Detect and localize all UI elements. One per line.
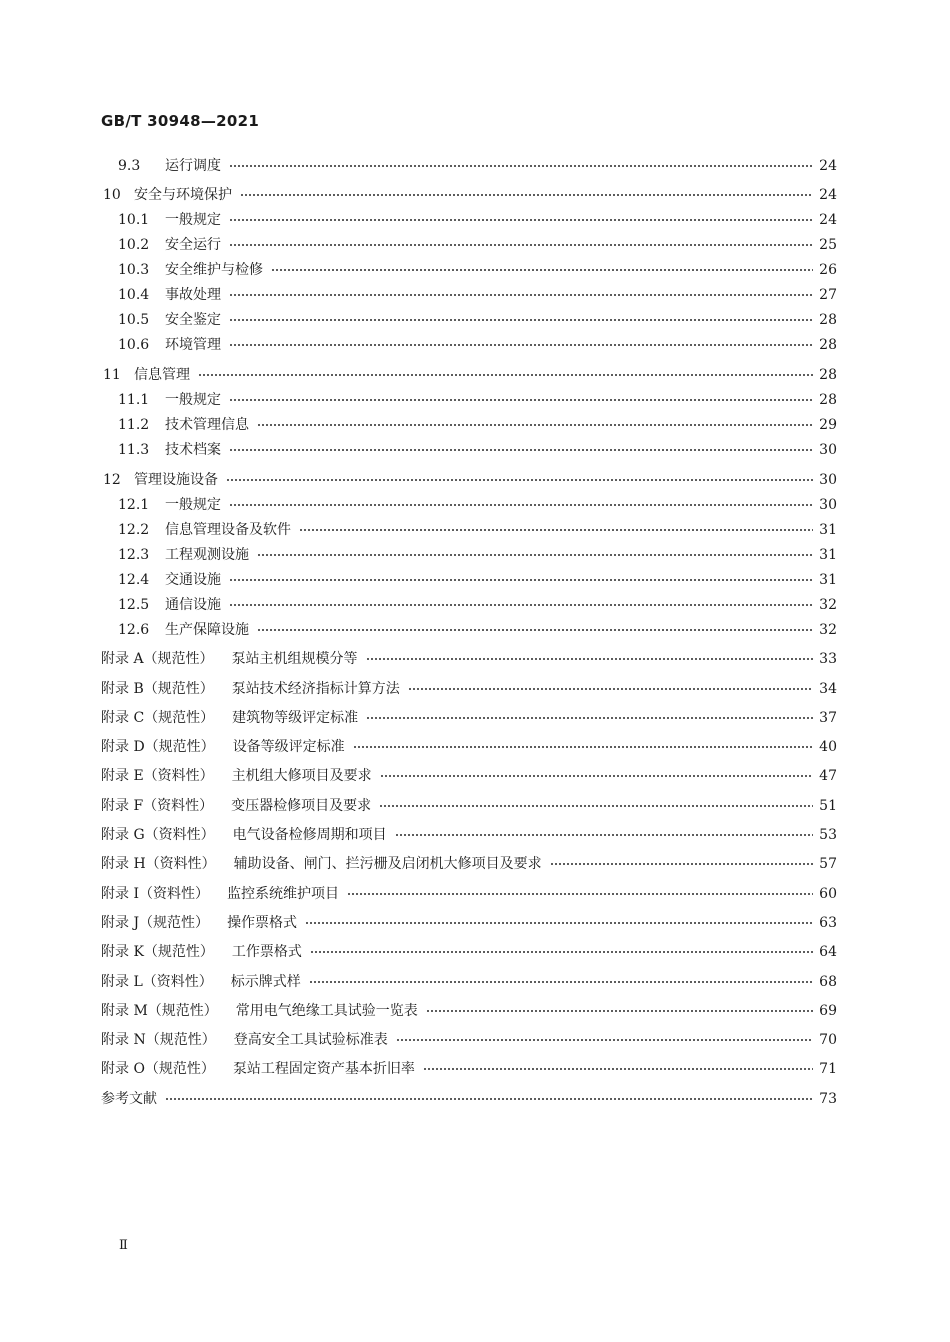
dot-leader [229,244,813,246]
toc-entry[interactable] [0,1089,950,1109]
toc-entry-title: 常用电气绝缘工具试验一览表 [235,1003,418,1019]
toc-entry-page: 53 [819,827,837,843]
toc-entry-number: 12.6 [118,622,150,638]
toc-entry-title: 泵站技术经济指标计算方法 [231,681,400,697]
toc-entry[interactable] [0,440,950,460]
toc-entry-page: 26 [819,262,837,278]
toc-entry-title: 管理设施设备 [134,472,218,488]
toc-entry-title: 生产保障设施 [165,622,249,638]
toc-entry-page: 29 [819,417,837,433]
toc-entry-number: 附录 C（规范性） [101,710,215,726]
toc-entry-title: 辅助设备、闸门、拦污栅及启闭机大修项目及要求 [233,856,542,872]
dot-leader [229,504,813,506]
toc-entry-number: 10.6 [118,337,150,353]
toc-entry[interactable] [0,1059,950,1079]
toc-entry-number: 附录 L（资料性） [101,974,213,990]
toc-entry[interactable] [0,235,950,255]
dot-leader [229,165,813,167]
toc-entry-number: 附录 B（规范性） [101,681,214,697]
toc-entry-number: 附录 K（规范性） [101,944,214,960]
dot-leader [310,951,813,953]
dot-leader [226,479,813,481]
toc-entry-title: 参考文献 [101,1091,157,1107]
toc-entry[interactable] [0,470,950,490]
toc-entry[interactable] [0,942,950,962]
toc-entry-number: 11.1 [118,392,150,408]
toc-entry-number: 附录 A（规范性） [101,651,214,667]
dot-leader [347,893,813,895]
toc-entry-page: 32 [819,597,837,613]
dot-leader [299,529,813,531]
toc-entry-title: 登高安全工具试验标准表 [233,1032,388,1048]
toc-entry-title: 操作票格式 [227,915,298,931]
toc-entry-number: 附录 N（规范性） [101,1032,216,1048]
toc-entry-number: 附录 F（资料性） [101,798,214,814]
toc-entry-title: 技术档案 [165,442,221,458]
toc-entry-page: 63 [819,915,837,931]
dot-leader [257,554,813,556]
toc-entry-number: 9.3 [118,158,141,174]
toc-entry[interactable] [0,260,950,280]
toc-entry-page: 30 [819,442,837,458]
toc-entry-number: 附录 I（资料性） [101,886,209,902]
toc-entry-title: 建筑物等级评定标准 [232,710,359,726]
toc-entry[interactable] [0,708,950,728]
toc-entry-page: 24 [819,187,837,203]
toc-entry[interactable] [0,1001,950,1021]
toc-entry-page: 71 [819,1061,837,1077]
toc-entry-title: 通信设施 [165,597,221,613]
toc-entry[interactable] [0,156,950,176]
toc-entry-title: 主机组大修项目及要求 [231,768,372,784]
toc-entry-page: 51 [819,798,837,814]
toc-entry-number: 11.3 [118,442,150,458]
toc-entry-title: 安全鉴定 [165,312,221,328]
toc-entry[interactable] [0,520,950,540]
dot-leader [229,294,813,296]
toc-entry-number: 附录 G（资料性） [101,827,215,843]
dot-leader [309,981,813,983]
toc-entry[interactable] [0,972,950,992]
toc-entry[interactable] [0,365,950,385]
toc-entry-title: 安全运行 [165,237,221,253]
toc-entry-title: 技术管理信息 [165,417,249,433]
dot-leader [550,863,813,865]
toc-entry-page: 32 [819,622,837,638]
dot-leader [198,374,813,376]
toc-entry-title: 一般规定 [165,392,221,408]
dot-leader [305,922,813,924]
dot-leader [229,604,813,606]
toc-entry-title: 一般规定 [165,212,221,228]
toc-entry-title: 安全维护与检修 [165,262,263,278]
toc-entry[interactable] [0,913,950,933]
toc-entry-number: 11 [103,367,121,383]
toc-entry[interactable] [0,796,950,816]
dot-leader [229,219,813,221]
toc-entry-number: 12 [103,472,121,488]
toc-entry-page: 28 [819,367,837,383]
toc-entry-number: 附录 M（规范性） [101,1003,218,1019]
dot-leader [229,579,813,581]
toc-entry-title: 变压器检修项目及要求 [231,798,372,814]
toc-entry-page: 40 [819,739,837,755]
toc-entry-title: 泵站主机组规模分等 [231,651,358,667]
toc-entry[interactable] [0,415,950,435]
toc-entry-title: 运行调度 [165,158,221,174]
toc-entry-page: 47 [819,768,837,784]
toc-entry-page: 60 [819,886,837,902]
dot-leader [396,1039,813,1041]
toc-entry-number: 10 [103,187,121,203]
toc-entry-page: 31 [819,547,837,563]
toc-entry-page: 68 [819,974,837,990]
toc-entry-number: 12.1 [118,497,150,513]
dot-leader [240,194,813,196]
toc-entry[interactable] [0,185,950,205]
dot-leader [395,834,813,836]
toc-entry-number: 附录 O（规范性） [101,1061,215,1077]
toc-entry-page: 27 [819,287,837,303]
dot-leader [366,658,813,660]
toc-entry-number: 12.3 [118,547,150,563]
toc-entry[interactable] [0,1030,950,1050]
toc-entry-number: 附录 J（规范性） [101,915,210,931]
toc-entry-title: 信息管理设备及软件 [165,522,291,538]
dot-leader [229,449,813,451]
toc-entry-page: 28 [819,312,837,328]
toc-entry[interactable] [0,570,950,590]
dot-leader [408,688,813,690]
toc-entry-page: 24 [819,212,837,228]
toc-entry-title: 安全与环境保护 [134,187,232,203]
toc-entry-title: 监控系统维护项目 [226,886,339,902]
toc-entry-title: 事故处理 [165,287,221,303]
toc-entry[interactable] [0,766,950,786]
toc-entry-title: 环境管理 [165,337,221,353]
toc-entry[interactable] [0,310,950,330]
toc-entry-page: 31 [819,572,837,588]
dot-leader [257,629,813,631]
page-number: Ⅱ [119,1238,128,1253]
toc-entry-number: 10.2 [118,237,150,253]
toc-entry-title: 交通设施 [165,572,221,588]
toc-entry-number: 11.2 [118,417,150,433]
toc-entry[interactable] [0,595,950,615]
toc-entry-page: 30 [819,497,837,513]
toc-entry[interactable] [0,679,950,699]
standard-number: GB/T 30948—2021 [101,112,260,130]
dot-leader [257,424,813,426]
toc-entry-number: 12.5 [118,597,150,613]
toc-entry[interactable] [0,390,950,410]
dot-leader [353,746,813,748]
toc-entry[interactable] [0,649,950,669]
toc-entry-number: 10.5 [118,312,150,328]
toc-entry-page: 64 [819,944,837,960]
dot-leader [366,717,813,719]
toc-entry-title: 泵站工程固定资产基本折旧率 [232,1061,415,1077]
toc-entry-page: 28 [819,392,837,408]
toc-entry-title: 一般规定 [165,497,221,513]
toc-entry[interactable] [0,737,950,757]
toc-entry-page: 57 [819,856,837,872]
dot-leader [423,1068,813,1070]
dot-leader [229,399,813,401]
toc-entry[interactable] [0,285,950,305]
toc-entry-page: 37 [819,710,837,726]
toc-entry[interactable] [0,825,950,845]
toc-entry-number: 10.3 [118,262,150,278]
toc-entry-page: 24 [819,158,837,174]
toc-entry[interactable] [0,495,950,515]
toc-entry[interactable] [0,210,950,230]
toc-entry-title: 信息管理 [134,367,190,383]
toc-entry-title: 标示牌式样 [230,974,301,990]
toc-entry-page: 34 [819,681,837,697]
toc-entry-page: 70 [819,1032,837,1048]
toc-entry-title: 设备等级评定标准 [232,739,345,755]
toc-entry-page: 33 [819,651,837,667]
toc-entry-number: 10.4 [118,287,150,303]
toc-entry-page: 28 [819,337,837,353]
toc-entry-title: 工作票格式 [231,944,302,960]
dot-leader [379,805,813,807]
toc-entry[interactable] [0,335,950,355]
toc-entry[interactable] [0,545,950,565]
toc-entry-title: 电气设备检修周期和项目 [232,827,387,843]
dot-leader [229,319,813,321]
toc-entry-number: 附录 D（规范性） [101,739,215,755]
toc-entry-page: 31 [819,522,837,538]
toc-entry-number: 12.2 [118,522,150,538]
toc-entry-page: 73 [819,1091,837,1107]
toc-entry-number: 10.1 [118,212,150,228]
toc-entry[interactable] [0,854,950,874]
toc-entry[interactable] [0,620,950,640]
toc-entry-number: 附录 E（资料性） [101,768,214,784]
toc-entry-page: 25 [819,237,837,253]
dot-leader [426,1010,813,1012]
dot-leader [165,1098,813,1100]
toc-entry[interactable] [0,884,950,904]
dot-leader [229,344,813,346]
toc-entry-page: 69 [819,1003,837,1019]
dot-leader [271,269,813,271]
toc-entry-page: 30 [819,472,837,488]
toc-entry-number: 附录 H（资料性） [101,856,216,872]
toc-entry-title: 工程观测设施 [165,547,249,563]
toc-entry-number: 12.4 [118,572,150,588]
dot-leader [380,775,813,777]
